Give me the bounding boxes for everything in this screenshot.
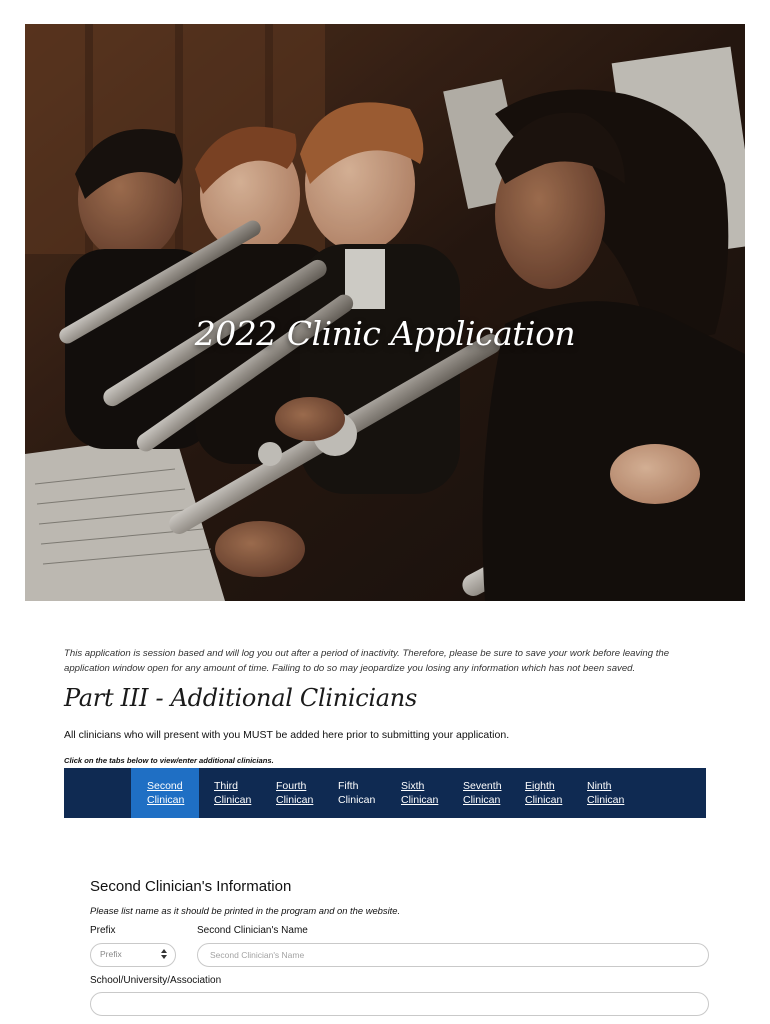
tab-label-line2: Clinican: [401, 794, 439, 806]
prefix-select[interactable]: [90, 943, 176, 967]
tab-fifth-clinician[interactable]: [322, 768, 384, 818]
tab-label-line1: Seventh: [463, 780, 502, 792]
tab-label-line2: Clinican: [463, 794, 501, 806]
tab-sixth-clinician[interactable]: [385, 768, 447, 818]
page-title: Part III - Additional Clinicians: [64, 684, 417, 712]
clinician-name-input[interactable]: [197, 943, 709, 967]
school-input[interactable]: [90, 992, 709, 1016]
tabs-hint: Click on the tabs below to view/enter additional clinicians.: [64, 756, 274, 765]
tab-label-line1: Ninth: [587, 780, 612, 792]
tab-label-line1: Sixth: [401, 780, 425, 792]
hero-banner: [25, 24, 745, 601]
hero-photo: [25, 24, 745, 601]
tab-label-line1: Fifth: [338, 780, 359, 792]
tab-label-line2: Clinican: [147, 794, 185, 806]
section-subtitle: Please list name as it should be printed in the program and on the website.: [90, 905, 401, 916]
select-arrows-icon: [161, 948, 167, 960]
tab-label-line2: Clinican: [338, 794, 376, 806]
tab-second-clinician[interactable]: [131, 768, 199, 818]
tab-eighth-clinician[interactable]: [509, 768, 571, 818]
tab-third-clinician[interactable]: [198, 768, 260, 818]
tab-seventh-clinician[interactable]: [447, 768, 509, 818]
tab-label-line1: Eighth: [525, 780, 555, 792]
tab-label-line1: Second: [147, 780, 183, 792]
tab-label-line1: Third: [214, 780, 238, 792]
tab-label-line1: Fourth: [276, 780, 307, 792]
tab-label-line2: Clinican: [276, 794, 314, 806]
tab-fourth-clinician[interactable]: [260, 768, 322, 818]
section-title: Second Clinician's Information: [90, 878, 292, 895]
tab-label-line2: Clinican: [525, 794, 563, 806]
session-notice: This application is session based and will log you out after a period of inactivity. Therefore, please be sure to save your work before leaving the application window open for any amount of time. Failing to do so may jeopardize you losing any information which has not been saved.: [64, 648, 670, 674]
hero-title: 2022 Clinic Application: [194, 314, 576, 353]
name-label: Second Clinician's Name: [197, 925, 308, 936]
tab-label-line2: Clinican: [587, 794, 625, 806]
prefix-label: Prefix: [90, 925, 116, 936]
tab-label-line2: Clinican: [214, 794, 252, 806]
school-label: School/University/Association: [90, 975, 222, 986]
requirement-text: All clinicians who will present with you MUST be added here prior to submitting your application.: [64, 729, 510, 741]
prefix-select-value: Prefix: [100, 949, 122, 959]
clinician-tabs: [64, 768, 706, 818]
tab-ninth-clinician[interactable]: [571, 768, 633, 818]
